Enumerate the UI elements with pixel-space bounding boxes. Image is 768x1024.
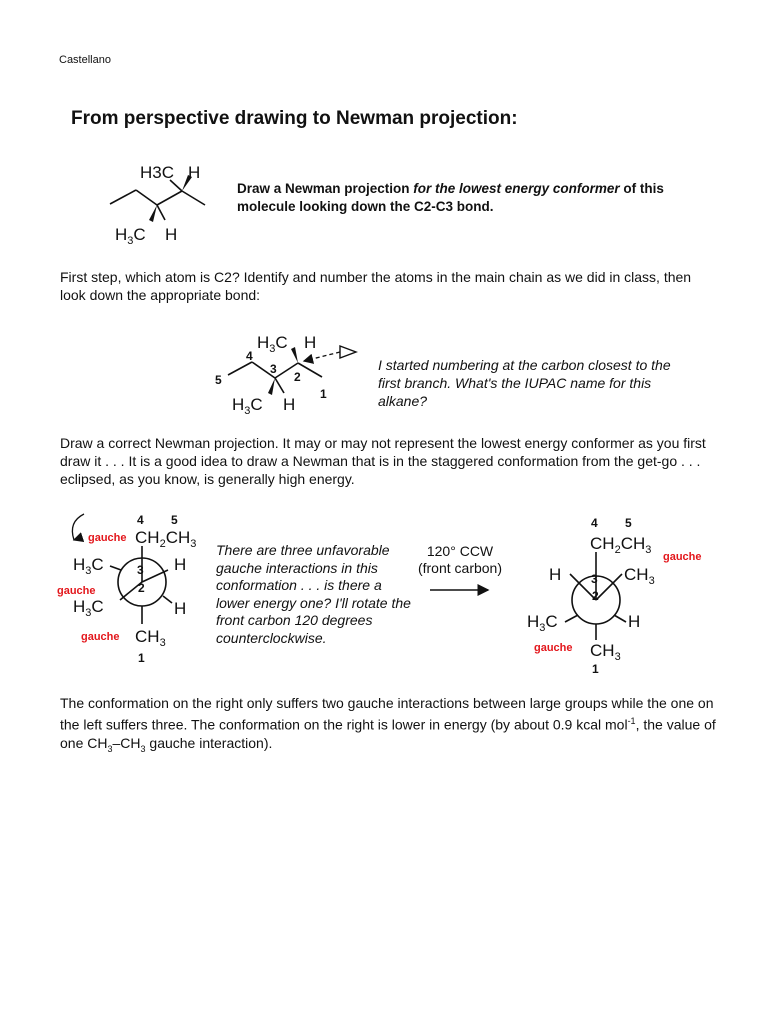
gauche-label: gauche xyxy=(81,631,120,643)
prompt-text-1: Draw a Newman projection xyxy=(237,181,414,196)
ch2ch3-label: $CH_2CH_3$ xyxy=(590,534,652,556)
svg-text:H3C xyxy=(140,163,174,182)
conclusion-sub: 3 xyxy=(107,743,113,754)
conclusion-sup: -1 xyxy=(627,716,636,726)
h-label: H xyxy=(549,565,562,584)
h3c-label: $H_3C$ xyxy=(73,555,104,577)
h-label: H xyxy=(188,163,201,182)
ch3-label: $CH_3$ xyxy=(590,641,621,663)
carbon-number-3: 3 xyxy=(591,572,598,586)
conclusion-text-3: –CH xyxy=(112,734,141,751)
ch3-label: $CH_3$ xyxy=(624,565,655,587)
carbon-number-5: 5 xyxy=(171,513,178,527)
carbon-number-4: 4 xyxy=(137,513,144,527)
conclusion-text-1: The conformation on the right only suffers two gauche interactions between large groups while the one on the left suffers three. The conformation on the right is lower in energy (by about 0.9 kcal mol xyxy=(60,695,714,733)
newman-right xyxy=(527,516,702,676)
carbon-number-2: 2 xyxy=(294,370,301,384)
h3c-label: $H_3C$ xyxy=(257,333,288,355)
rotation-arrow-icon xyxy=(72,514,84,540)
prompt-emphasis: for the lowest energy conformer xyxy=(413,181,620,196)
rotation-angle: 120° CCW xyxy=(426,543,494,559)
gauche-explanation-note: There are three unfavorable gauche interactions in this conformation . . . is there a lower energy one? I'll rotate the front carbon 120 degrees counterclockwise. xyxy=(216,542,411,646)
page-title: From perspective drawing to Newman projection: xyxy=(71,108,518,129)
h-label: H xyxy=(174,599,187,618)
prompt-text-2: of this molecule looking down the C2-C3 bond. xyxy=(237,181,664,214)
author-name: Castellano xyxy=(59,54,111,66)
numbering-note: I started numbering at the carbon closest to the first branch. What's the IUPAC name for this alkane? xyxy=(378,357,671,409)
carbon-number-1: 1 xyxy=(592,662,599,676)
rotation-target: (front carbon) xyxy=(417,560,503,576)
paragraph-first-step: First step, which atom is C2? Identify and number the atoms in the main chain as we did in class, then look down the appropriate bond: xyxy=(60,269,692,303)
carbon-number-2: 2 xyxy=(592,589,599,603)
carbon-number-5: 5 xyxy=(625,516,632,530)
carbon-number-2: 2 xyxy=(138,581,145,595)
h-label: H xyxy=(628,612,641,631)
gauche-label: gauche xyxy=(88,532,127,544)
gauche-label: gauche xyxy=(57,585,96,597)
conclusion-text-4: gauche interaction). xyxy=(145,734,273,751)
carbon-number-3: 3 xyxy=(270,362,277,376)
perspective-molecule xyxy=(110,163,205,247)
h3c-label: $H_3C$ xyxy=(73,597,104,619)
newman-left xyxy=(57,513,196,665)
carbon-number-1: 1 xyxy=(138,651,145,665)
eye-icon xyxy=(340,346,356,358)
h-label: H xyxy=(283,395,296,414)
conclusion-sub-2: 3 xyxy=(140,743,146,754)
carbon-number-4: 4 xyxy=(591,516,598,530)
conclusion-text-2: , the value of one CH xyxy=(60,716,716,751)
h3c-label: $H_3C$ xyxy=(232,395,263,417)
gauche-label: gauche xyxy=(534,642,573,654)
h-label: H xyxy=(304,333,317,352)
carbon-number-4: 4 xyxy=(246,349,253,363)
h-label: H xyxy=(165,225,178,244)
numbered-molecule xyxy=(215,333,356,417)
ch2ch3-label: $CH_2CH_3$ xyxy=(135,528,197,550)
h-label: H xyxy=(174,555,187,574)
carbon-number-1: 1 xyxy=(320,387,327,401)
carbon-number-5: 5 xyxy=(215,373,222,387)
ch3-label: $CH_3$ xyxy=(135,627,166,649)
paragraph-newman-instructions: Draw a correct Newman projection. It may or may not represent the lowest energy conformer as you first draw it . . . It is a good idea to draw a Newman that is in the staggered conformation from the get-go . . . eclipsed, as you know, is generally high energy. xyxy=(60,435,706,487)
h3c-label: $H_3C$ xyxy=(115,225,146,247)
carbon-number-3: 3 xyxy=(137,563,144,577)
h3c-label: H3C xyxy=(140,163,175,182)
gauche-label: gauche xyxy=(663,551,702,563)
h3c-label: $H_3C$ xyxy=(527,612,558,634)
